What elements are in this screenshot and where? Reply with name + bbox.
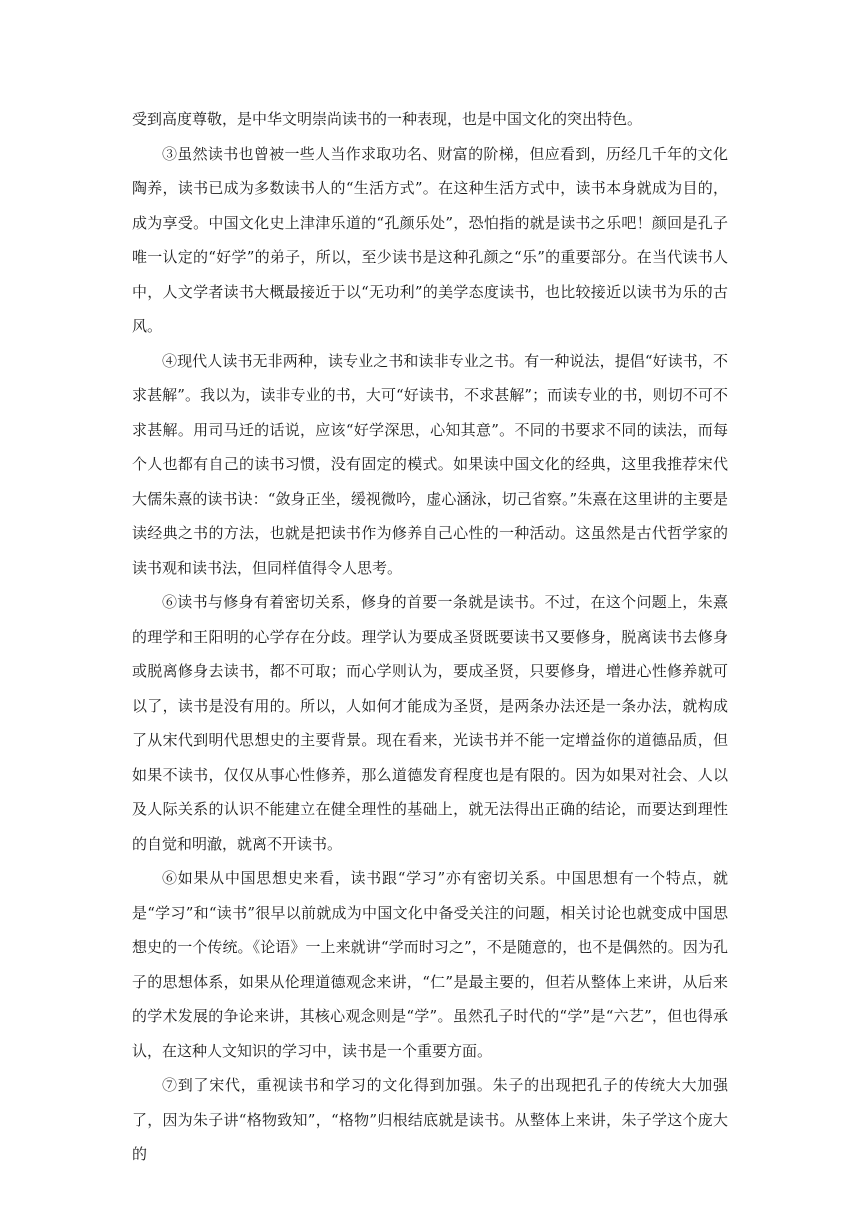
paragraph-continued: 受到高度尊敬，是中华文明崇尚读书的一种表现，也是中国文化的突出特色。 <box>132 110 643 128</box>
article-body <box>132 102 728 1172</box>
paragraph-4: ④现代人读书无非两种，读专业之书和读非专业之书。有一种说法，提倡“好读书，不求甚解”。我以为，读非专业的书，大可“好读书，不求甚解”；而读专业的书，则切不可不求甚解。用司马迁的话说，应该“好学深思，心知其意”。不同的书要求不同的读法，而每个人也都有自己的读书习惯，没有固定的模式。如果读中国文化的经典，这里我推荐宋代大儒朱熹的读书诀：“敛身正坐，缓视微吟，虚心涵泳，切己省察。”朱熹在这里讲的主要是读经典之书的方法，也就是把读书作为修养自己心性的一种活动。这虽然是古代哲学家的读书观和读书法，但同样值得令人思考。 <box>132 351 728 577</box>
paragraph-3: ③虽然读书也曾被一些人当作求取功名、财富的阶梯，但应看到，历经几千年的文化陶养，读书已成为多数读书人的“生活方式”。在这种生活方式中，读书本身就成为目的，成为享受。中国文化史上津津乐道的“孔颜乐处”，恐怕指的就是读书之乐吧！颜回是孔子唯一认定的“好学”的弟子，所以，至少读书是这种孔颜之“乐”的重要部分。在当代读书人中，人文学者读书大概最接近于以“无功利”的美学态度读书，也比较接近以读书为乐的古风。 <box>132 144 728 335</box>
paragraph-6: ⑥如果从中国思想史来看，读书跟“学习”亦有密切关系。中国思想有一个特点，就是“学习”和“读书”很早以前就成为中国文化中备受关注的问题，相关讨论也就变成中国思想史的一个传统。《论语》一上来就讲“学而时习之”，不是随意的，也不是偶然的。因为孔子的思想体系，如果从伦理道德观念来讲，“仁”是最主要的，但若从整体上来讲，从后来的学术发展的争论来讲，其核心观念则是“学”。虽然孔子时代的“学”是“六艺”，但也得承认，在这种人文知识的学习中，读书是一个重要方面。 <box>132 869 728 1060</box>
paragraph-5: ⑥读书与修身有着密切关系，修身的首要一条就是读书。不过，在这个问题上，朱熹的理学和王阳明的心学存在分歧。理学认为要成圣贤既要读书又要修身，脱离读书去修身或脱离修身去读书，都不可取；而心学则认为，要成圣贤，只要修身，增进心性修养就可以了，读书是没有用的。所以，人如何才能成为圣贤，是两条办法还是一条办法，就构成了从宋代到明代思想史的主要背景。现在看来，光读书并不能一定增益你的道德品质，但如果不读书，仅仅从事心性修养，那么道德发育程度也是有限的。因为如果对社会、人以及人际关系的认识不能建立在健全理性的基础上，就无法得出正确的结论，而要达到理性的自觉和明澈，就离不开读书。 <box>132 593 728 853</box>
paragraph-7: ⑦到了宋代，重视读书和学习的文化得到加强。朱子的出现把孔子的传统大大加强了，因为朱子讲“格物致知”，“格物”归根结底就是读书。从整体上来讲，朱子学这个庞大的 <box>132 1076 728 1163</box>
